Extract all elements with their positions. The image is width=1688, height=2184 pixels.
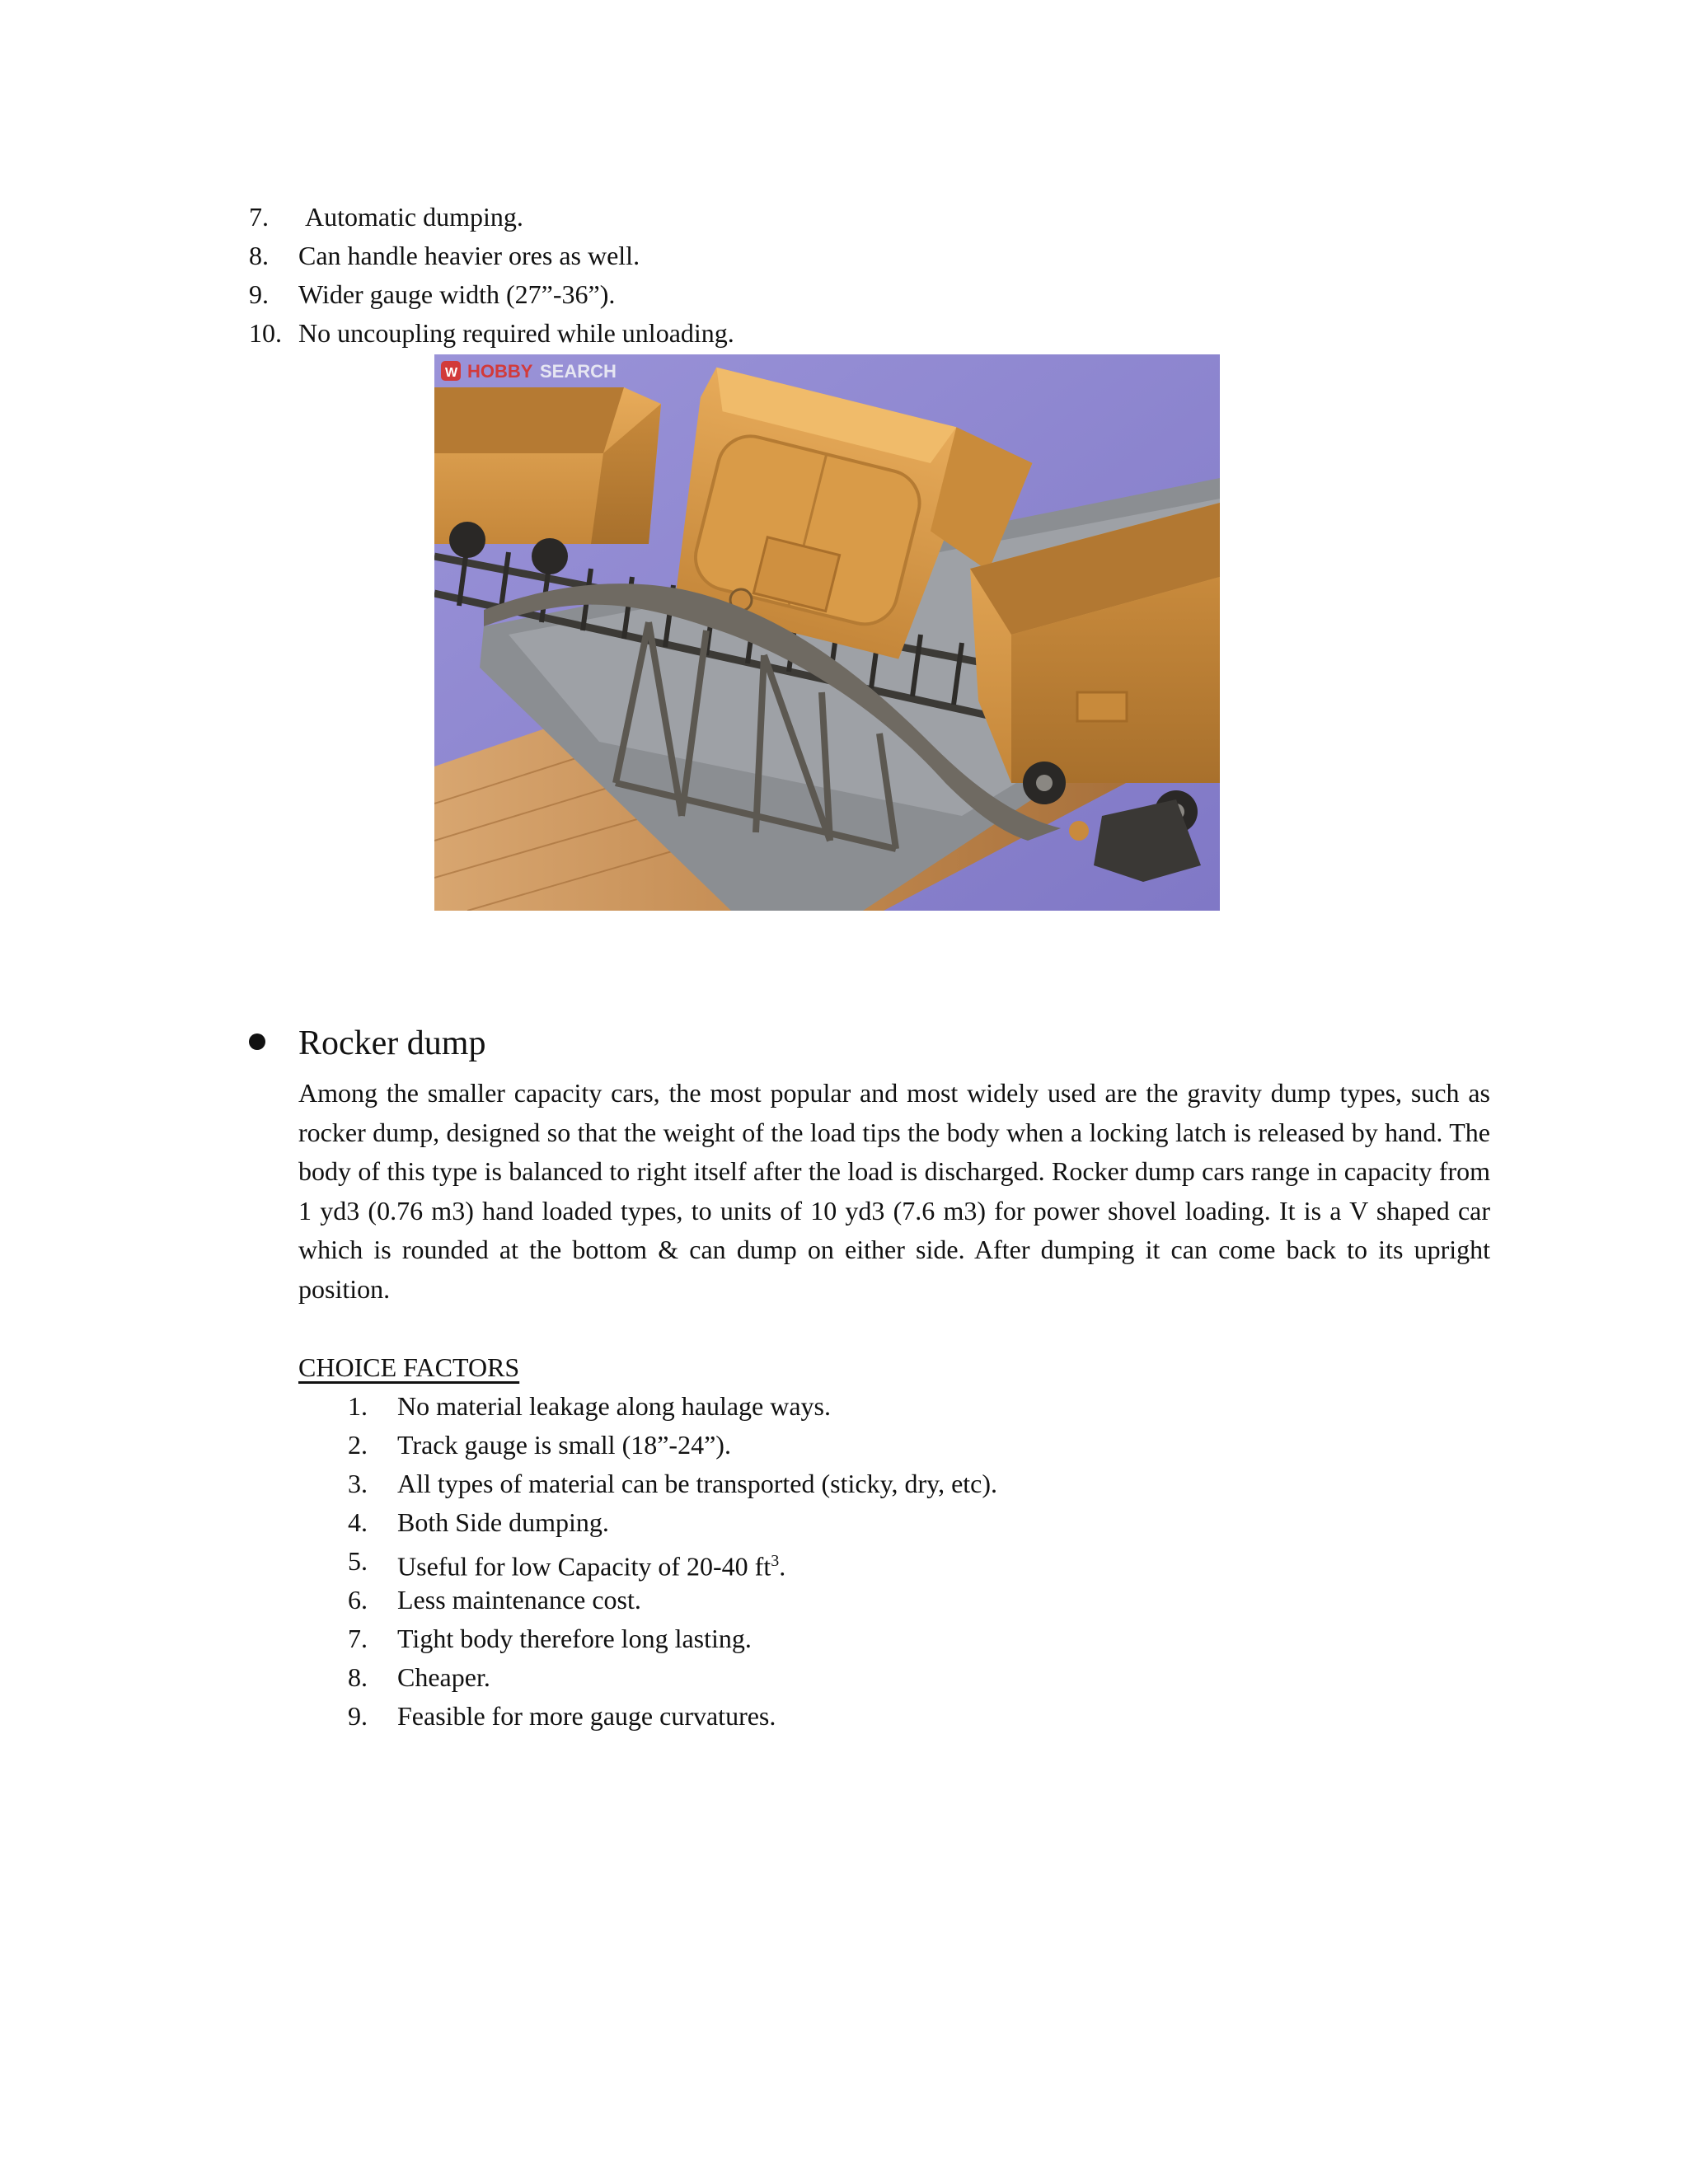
list-number: 4. <box>348 1507 368 1537</box>
choice-factors-list <box>348 1387 1419 1736</box>
list-number: 2. <box>348 1430 368 1460</box>
list-item <box>249 198 1485 237</box>
section-bullet-icon <box>249 1033 265 1050</box>
list-text: Both Side dumping. <box>397 1507 609 1537</box>
photo-watermark-brand: HOBBY <box>467 361 533 382</box>
continued-numbered-list <box>249 198 1485 353</box>
list-text: All types of material can be transported (sticky, dry, etc). <box>397 1469 998 1498</box>
section-heading: Rocker dump <box>298 1024 486 1062</box>
list-text: Cheaper. <box>397 1662 490 1692</box>
list-text: No uncoupling required while unloading. <box>298 318 734 348</box>
list-text: No material leakage along haulage ways. <box>397 1391 831 1421</box>
list-number: 5. <box>348 1546 368 1576</box>
list-item <box>348 1426 1419 1465</box>
list-text: Can handle heavier ores as well. <box>298 241 640 270</box>
list-item <box>249 314 1485 353</box>
list-item <box>249 275 1485 314</box>
list-number: 8. <box>249 241 269 270</box>
section-paragraph: Among the smaller capacity cars, the most popular and most widely used are the gravity dump types, such as rocker dump, designed so that the weight of the load tips the body when a locking latch is released by hand. The body of this type is balanced to right itself after the load is discharged. Rocker dump cars range in capacity from 1 yd3 (0.76 m3) hand loaded types, to units of 10 yd3 (7.6 m3) for power shovel loading. It is a V shaped car which is rounded at the bottom & can dump on either side. After dumping it can come back to its upright position. <box>298 1078 1490 1304</box>
list-text-main: Useful for low Capacity of 20-40 ft <box>397 1551 771 1582</box>
list-number: 6. <box>348 1585 368 1615</box>
list-number: 7. <box>249 202 269 232</box>
list-text: Less maintenance cost. <box>397 1585 641 1615</box>
svg-text:W: W <box>445 366 458 380</box>
list-item <box>348 1542 1419 1581</box>
rocker-dump-car-photo <box>434 354 1220 911</box>
list-number: 8. <box>348 1662 368 1692</box>
list-text: Tight body therefore long lasting. <box>397 1624 752 1653</box>
list-number: 9. <box>249 279 269 309</box>
list-item <box>348 1387 1419 1426</box>
list-number: 7. <box>348 1624 368 1653</box>
list-text: Automatic dumping. <box>305 202 523 232</box>
choice-factors-heading: CHOICE FACTORS <box>298 1352 520 1382</box>
list-number: 3. <box>348 1469 368 1498</box>
list-number: 10. <box>249 318 282 348</box>
list-item <box>249 237 1485 275</box>
list-item <box>348 1697 1419 1736</box>
list-text: Track gauge is small (18”-24”). <box>397 1430 731 1460</box>
list-text: Wider gauge width (27”-36”). <box>298 279 616 309</box>
list-item <box>348 1581 1419 1619</box>
list-item <box>348 1465 1419 1503</box>
list-item <box>348 1503 1419 1542</box>
list-text: Feasible for more gauge curvatures. <box>397 1701 776 1731</box>
list-number: 9. <box>348 1701 368 1731</box>
list-item <box>348 1658 1419 1697</box>
list-text-suffix: . <box>779 1551 786 1582</box>
list-number: 1. <box>348 1391 368 1421</box>
list-item <box>348 1619 1419 1658</box>
photo-watermark-word: SEARCH <box>540 361 617 382</box>
list-text <box>397 1542 785 1586</box>
superscript: 3 <box>771 1552 780 1570</box>
